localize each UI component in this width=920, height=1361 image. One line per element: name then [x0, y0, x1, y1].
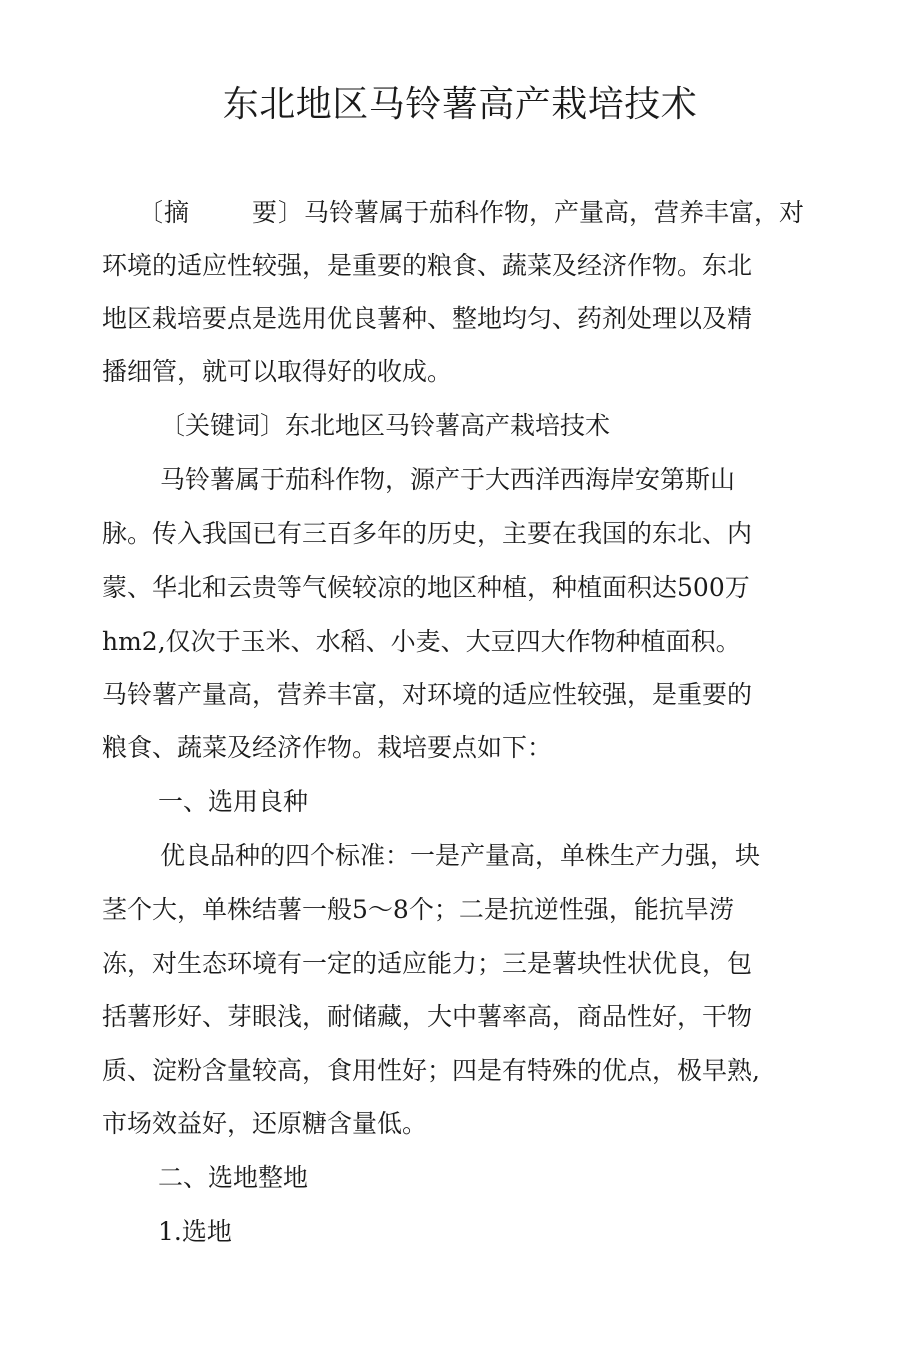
intro-line-6: 粮食、蔬菜及经济作物。栽培要点如下：	[102, 733, 553, 762]
intro-line-1: 马铃薯属于茄科作物，源产于大西洋西海岸安第斯山	[160, 465, 736, 494]
abstract-label-start: 〔摘	[138, 198, 191, 227]
intro-line-5: 马铃薯产量高，营养丰富，对环境的适应性较强，是重要的	[102, 680, 753, 709]
abstract-label-end: 要〕	[252, 198, 305, 227]
abstract-line-2: 环境的适应性较强，是重要的粮食、蔬菜及经济作物。东北	[102, 251, 753, 280]
abstract-text: 马铃薯属于茄科作物，产量高，营养丰富，对	[304, 198, 805, 227]
intro-line-3: 蒙、华北和云贵等气候较凉的地区种植，种植面积达500万	[102, 573, 750, 602]
section1-line-1: 优良品种的四个标准：一是产量高，单株生产力强，块	[160, 841, 761, 870]
section1-line-2: 茎个大，单株结薯一般5～8个；二是抗逆性强，能抗旱涝	[102, 895, 734, 924]
abstract-line-1	[138, 196, 804, 230]
document-title: 东北地区马铃薯高产栽培技术	[222, 84, 698, 125]
abstract-line-3: 地区栽培要点是选用优良薯种、整地均匀、药剂处理以及精	[102, 304, 753, 333]
subsection-heading-1: 1.选地	[158, 1217, 232, 1246]
keywords-line: 〔关键词〕东北地区马铃薯高产栽培技术	[160, 411, 611, 440]
section1-line-6: 市场效益好，还原糖含量低。	[102, 1109, 428, 1138]
intro-line-2: 脉。传入我国已有三百多年的历史，主要在我国的东北、内	[102, 519, 753, 548]
intro-line-4: hm2,仅次于玉米、水稻、小麦、大豆四大作物种植面积。	[102, 627, 741, 656]
abstract-line-4: 播细管，就可以取得好的收成。	[102, 357, 453, 386]
section1-line-5: 质、淀粉含量较高，食用性好；四是有特殊的优点，极早熟,	[102, 1056, 760, 1085]
section1-line-4: 括薯形好、芽眼浅，耐储藏，大中薯率高，商品性好，干物	[102, 1002, 753, 1031]
section-heading-2: 二、选地整地	[158, 1163, 309, 1192]
section1-line-3: 冻，对生态环境有一定的适应能力；三是薯块性状优良，包	[102, 949, 753, 978]
section-heading-1: 一、选用良种	[158, 787, 309, 816]
